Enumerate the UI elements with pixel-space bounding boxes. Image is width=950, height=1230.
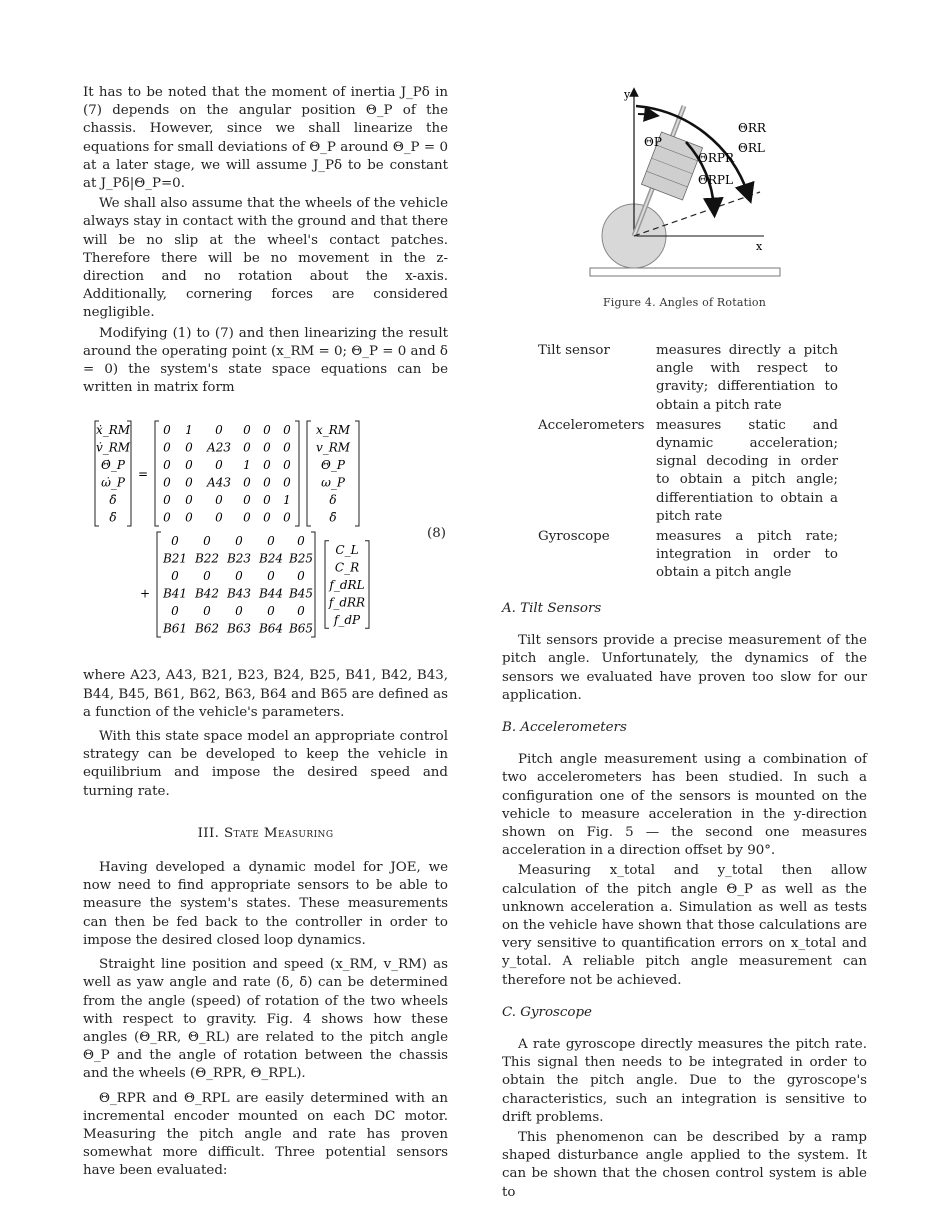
subsection-title-gyroscope: C. Gyroscope: [502, 1004, 592, 1020]
state-space-equation: [83, 413, 448, 657]
matrix-cell: B44: [258, 586, 284, 601]
matrix-bracket: [155, 421, 159, 526]
matrix-cell: 0: [235, 569, 243, 584]
matrix-cell: 0: [283, 458, 291, 473]
matrix-cell: f_dRR: [328, 595, 366, 610]
paragraph-accelerometers-1: Pitch angle measurement using a combination of two accelerometers has been studied. In such a configuration one of the sensors is mounted on the vehicle to measure acceleration in the y-direction shown on Fig. 5 — the second one measures acceleration in a direction offset by 90°.: [502, 752, 867, 859]
matrix-cell: 0: [163, 493, 171, 508]
matrix-cell: B41: [162, 586, 188, 601]
matrix-cell: 0: [185, 458, 193, 473]
matrix-cell: B43: [226, 586, 252, 601]
matrix-cell: δ: [329, 493, 337, 508]
matrix-cell: B21: [162, 551, 188, 566]
matrix-cell: B23: [226, 551, 252, 566]
matrix-equation-graphic: [83, 413, 428, 657]
matrix-cell: B63: [226, 621, 252, 636]
matrix-bracket: [295, 421, 299, 526]
matrix-cell: 1: [243, 458, 251, 473]
matrix-cell: δ̈: [109, 510, 117, 525]
matrix-cell: 0: [263, 510, 271, 525]
matrix-cell: 0: [263, 423, 271, 438]
matrix-cell: 0: [243, 440, 251, 455]
matrix-cell: 0: [171, 604, 179, 619]
paragraph-sensors-intro: Having developed a dynamic model for JOE, we now need to find appropriate sensors to be able to measure the system's states. These measurements can then be fed back to the controller in order to impose the desired closed loop dynamics.: [83, 860, 448, 948]
matrix-cell: f_dRL: [329, 578, 365, 593]
label-theta-rpl: ΘRPL: [698, 173, 733, 187]
paragraph-encoders: Θ_RPR and Θ_RPL are easily determined with an incremental encoder mounted on each DC motor. Measuring the pitch angle and rate has proven somewhat more difficult. Three potential sensors have been evaluated:: [83, 1090, 448, 1179]
matrix-cell: 0: [185, 440, 193, 455]
matrix-cell: 1: [283, 493, 291, 508]
label-theta-rl: ΘRL: [738, 141, 765, 155]
matrix-cell: B42: [194, 586, 220, 601]
matrix-cell: 0: [215, 493, 223, 508]
plus-sign: +: [139, 586, 151, 601]
matrix-cell: v̇_RM: [95, 440, 131, 455]
paragraph-accelerometers-2: Measuring x_total and y_total then allow calculation of the pitch angle Θ_P as well as the unknown acceleration a. Simulation as well as tests on the vehicle have shown that those calculations are very sensitive to quantification errors on x_total and y_total. A reliable pitch angle measurement can therefore not be achieved.: [502, 863, 867, 988]
paragraph-control-strategy: With this state space model an appropriate control strategy can be developed to keep the vehicle in equilibrium and impose the desired speed and turning rate.: [83, 729, 448, 799]
sensor-row: [538, 342, 838, 417]
matrix-cell: 0: [243, 423, 251, 438]
matrix-cell: 0: [283, 475, 291, 490]
matrix-cell: C_L: [335, 543, 359, 558]
sensor-name: Tilt sensor: [538, 343, 610, 358]
matrix-cell: 0: [163, 475, 171, 490]
matrix-bracket: [325, 541, 329, 629]
matrix-cell: 0: [283, 423, 291, 438]
matrix-cell: ẋ_RM: [95, 423, 131, 438]
figure-angles: [502, 84, 867, 314]
matrix-cell: 0: [215, 510, 223, 525]
matrix-cell: Θ_P: [321, 458, 345, 473]
matrix-cell: 0: [263, 475, 271, 490]
matrix-cell: A43: [207, 475, 231, 490]
matrix-cell: ω̇_P: [101, 475, 125, 490]
matrix-cell: B62: [194, 621, 220, 636]
matrix-cell: 0: [185, 493, 193, 508]
matrix-cell: 0: [203, 534, 211, 549]
matrix-cell: 0: [185, 475, 193, 490]
matrix-cell: 0: [215, 458, 223, 473]
y-axis-label: y: [624, 88, 631, 101]
matrix-cell: B22: [194, 551, 220, 566]
matrix-cell: 0: [297, 569, 305, 584]
matrix-cell: x_RM: [315, 423, 351, 438]
paragraph-gyroscope-1: A rate gyroscope directly measures the pitch rate. This signal then needs to be integrated in order to obtain the pitch angle. Due to the gyroscope's characteristics, such an integration is sensitive to drift problems.: [502, 1037, 867, 1125]
matrix-cell: 0: [267, 534, 275, 549]
sensor-name: Accelerometers: [538, 417, 645, 433]
matrix-cell: B65: [288, 621, 314, 636]
arc-theta-p: [638, 114, 652, 115]
matrix-cell: 0: [163, 423, 171, 438]
subsection-title-tilt: A. Tilt Sensors: [502, 601, 602, 616]
matrix-cell: B45: [288, 586, 314, 601]
sensor-row: [538, 417, 838, 528]
subsection-title-accelerometers: B. Accelerometers: [502, 720, 627, 736]
paragraph-inertia: It has to be noted that the moment of inertia J_Pδ in (7) depends on the angular position Θ_P of the chassis. However, since we shall linearize the equations for small deviations of Θ_P around Θ_P = 0 at a later stage, we will assume J_Pδ to be constant at J_Pδ|Θ_P=0.: [83, 85, 448, 192]
sensor-description: measures directly a pitch angle with respect to gravity; differentiation to obtain a pitch rate: [656, 343, 838, 413]
sensor-description: measures static and dynamic acceleration; signal decoding in order to obtain a pitch angle; differentiation to obtain a pitch rate: [656, 417, 838, 524]
matrix-cell: 0: [163, 440, 171, 455]
matrix-bracket: [365, 541, 369, 629]
matrix-cell: δ̇: [329, 510, 337, 525]
label-theta-rr: ΘRR: [738, 121, 766, 135]
matrix-cell: 0: [243, 475, 251, 490]
matrix-cell: 0: [203, 569, 211, 584]
label-theta-rpr: ΘRPR: [698, 151, 734, 165]
paragraph-assumptions: We shall also assume that the wheels of the vehicle always stay in contact with the ground and that there will be no slip at the wheel's contact patches. Therefore there will be no movement in the z-direction and no rotation about the x-axis. Additionally, cornering forces are considered negligible.: [83, 196, 448, 321]
paragraph-gyroscope-2: This phenomenon can be described by a ramp shaped disturbance angle applied to the system. It can be shown that the chosen control system is able to: [502, 1130, 867, 1200]
ground-line: [590, 268, 780, 276]
matrix-cell: 0: [171, 534, 179, 549]
matrix-bracket: [307, 421, 311, 526]
angles-diagram: [502, 84, 867, 294]
matrix-cell: 0: [163, 458, 171, 473]
matrix-cell: f_dP: [333, 613, 361, 628]
matrix-cell: B24: [258, 551, 284, 566]
figure-caption: Figure 4. Angles of Rotation: [602, 296, 767, 309]
matrix-bracket: [355, 421, 359, 526]
matrix-cell: B64: [258, 621, 284, 636]
equation-number: (8): [427, 526, 446, 542]
matrix-cell: A23: [207, 440, 231, 455]
matrix-cell: 0: [171, 569, 179, 584]
equals-sign: =: [137, 467, 149, 482]
sensor-table: [538, 342, 838, 583]
x-axis-label: x: [756, 240, 763, 253]
matrix-cell: v_RM: [315, 440, 351, 455]
matrix-cell: 0: [185, 510, 193, 525]
matrix-cell: 0: [263, 440, 271, 455]
matrix-cell: 0: [235, 604, 243, 619]
matrix-cell: 0: [235, 534, 243, 549]
matrix-cell: ω_P: [321, 475, 345, 490]
label-theta-p: ΘP: [644, 135, 662, 149]
paragraph-coefficients: where A23, A43, B21, B23, B24, B25, B41, B42, B43, B44, B45, B61, B62, B63, B64 and B65 are defined as a function of the vehicle's parameters.: [83, 668, 448, 720]
matrix-cell: 0: [263, 493, 271, 508]
matrix-cell: 1: [185, 423, 193, 438]
matrix-cell: 0: [243, 493, 251, 508]
right-column: [502, 600, 867, 1202]
matrix-cell: Θ̇_P: [101, 458, 125, 473]
sensor-row: [538, 528, 838, 583]
left-column: [83, 84, 448, 1181]
matrix-cell: 0: [215, 423, 223, 438]
matrix-cell: B25: [288, 551, 314, 566]
matrix-cell: C_R: [334, 560, 360, 575]
matrix-cell: 0: [283, 440, 291, 455]
paragraph-tilt: Tilt sensors provide a precise measurement of the pitch angle. Unfortunately, the dynamics of the sensors we evaluated have proven too slow for our application.: [502, 633, 867, 703]
matrix-cell: 0: [267, 569, 275, 584]
sensor-name: Gyroscope: [538, 529, 610, 545]
matrix-cell: 0: [283, 510, 291, 525]
sensor-description: measures a pitch rate; integration in order to obtain a pitch angle: [656, 529, 838, 581]
matrix-cell: 0: [203, 604, 211, 619]
paragraph-linearize: Modifying (1) to (7) and then linearizing the result around the operating point (x_RM = 0; Θ_P = 0 and δ = 0) the system's state space equations can be written in matrix form: [83, 325, 448, 396]
matrix-cell: 0: [267, 604, 275, 619]
matrix-cell: 0: [297, 604, 305, 619]
matrix-cell: 0: [297, 534, 305, 549]
matrix-bracket: [157, 532, 161, 637]
paragraph-position-speed: Straight line position and speed (x_RM, v_RM) as well as yaw angle and rate (δ, δ̇) can be determined from the angle (speed) of rotation of the two wheels with respect to gravity. Fig. 4 shows how these angles (Θ_RR, Θ_RL) are related to the pitch angle Θ_P and the angle of rotation between the chassis and the wheels (Θ_RPR, Θ_RPL).: [83, 957, 448, 1082]
matrix-cell: 0: [263, 458, 271, 473]
matrix-cell: 0: [243, 510, 251, 525]
matrix-cell: B61: [162, 621, 188, 636]
section-title: III. State Measuring: [197, 825, 334, 841]
matrix-cell: 0: [163, 510, 171, 525]
matrix-cell: δ̇: [109, 493, 117, 508]
